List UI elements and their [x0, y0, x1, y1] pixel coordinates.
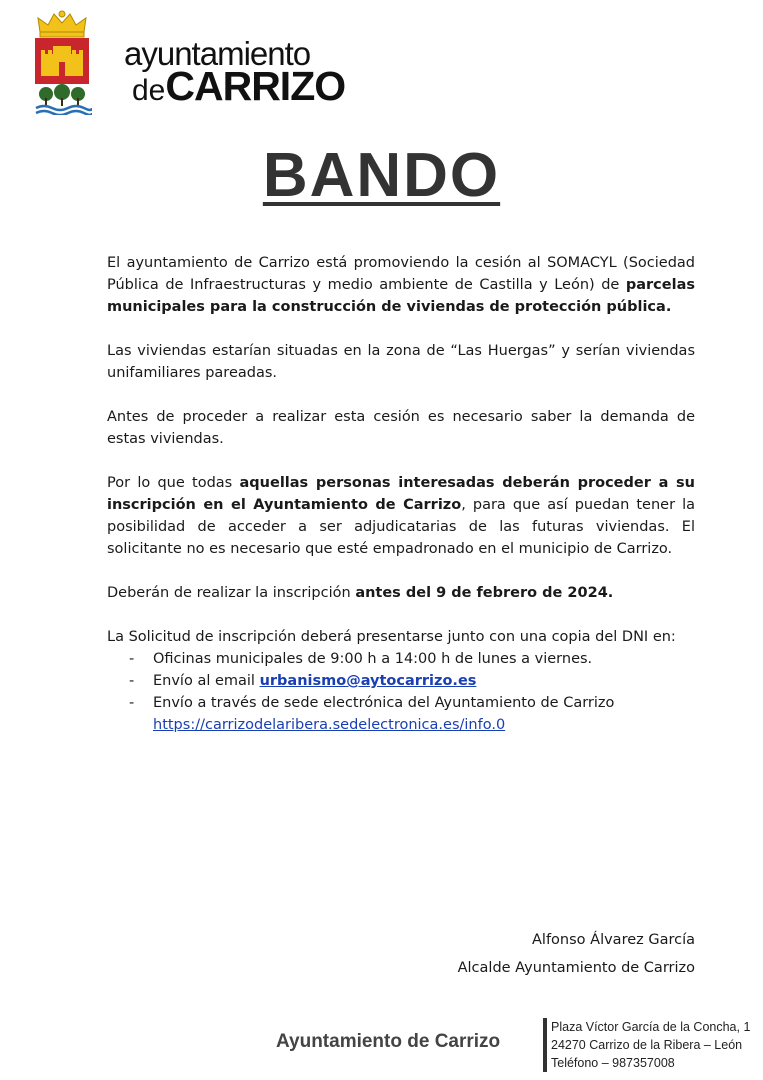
paragraph-5: [107, 582, 695, 604]
footer-address: [551, 1018, 750, 1072]
list-item-text: Envío al email: [153, 673, 260, 689]
list-item-text: Oficinas municipales de 9:00 h a 14:00 h de lunes a viernes.: [153, 651, 593, 667]
paragraph-6: La Solicitud de inscripción deberá presentarse junto con una copia del DNI en:: [107, 629, 676, 645]
paragraph-1: [107, 252, 695, 318]
paragraph-3: Antes de proceder a realizar esta cesión es necesario saber la demanda de estas viviendas.: [107, 409, 695, 447]
paragraph-4-bold: aquellas personas interesadas deberán proceder a su inscripción en el Ayuntamiento de Carrizo: [107, 475, 695, 513]
paragraph-1-bold: parcelas municipales para la construcción de viviendas de protección pública.: [107, 277, 695, 315]
footer-address-line-1: Plaza Víctor García de la Concha, 1: [551, 1020, 751, 1034]
signatory-role: Alcalde Ayuntamiento de Carrizo: [457, 960, 695, 976]
logo-main: CARRIZO: [165, 63, 346, 109]
email-link[interactable]: urbanismo@aytocarrizo.es: [259, 673, 477, 689]
list-item-text: Envío a través de sede electrónica del Ayuntamiento de Carrizo: [153, 695, 615, 711]
logo-line-1: ayuntamiento: [124, 35, 311, 72]
paragraph-4-text-c: , para que así puedan tener la posibilidad de acceder a ser adjudicatarias de las futuras viviendas. El solicitante no es necesario que esté empadronado en el municipio de Carrizo.: [107, 497, 695, 557]
list-item: [107, 692, 695, 736]
crest-icon: [32, 10, 92, 115]
logo-prefix: de: [132, 74, 166, 107]
signatory-name: Alfonso Álvarez García: [532, 932, 695, 948]
list-dash: -: [129, 673, 135, 689]
paragraph-5-bold: antes del 9 de febrero de 2024.: [355, 585, 614, 601]
list-dash: -: [129, 651, 135, 667]
paragraph-4: [107, 472, 695, 560]
footer-divider: [543, 1018, 547, 1072]
list-item: [107, 670, 695, 692]
sede-electronica-link[interactable]: https://carrizodelaribera.sedelectronica.es/info.0: [153, 717, 506, 733]
paragraph-2: Las viviendas estarían situadas en la zona de “Las Huergas” y serían viviendas unifamiliares pareadas.: [107, 343, 695, 381]
paragraph-5-text: Deberán de realizar la inscripción: [107, 585, 356, 601]
paragraph-1-text: El ayuntamiento de Carrizo está promoviendo la cesión al SOMACYL (Sociedad Pública de Infraestructuras y medio ambiente de Castilla y León) de: [107, 255, 695, 293]
signature-block: [458, 926, 695, 982]
paragraph-4-text-a: Por lo que todas: [107, 475, 240, 491]
submission-list: [107, 648, 695, 736]
page-title: BANDO: [262, 141, 501, 210]
footer-phone: Teléfono – 987357008: [551, 1056, 675, 1070]
logo: [32, 10, 346, 115]
logo-line-2: [132, 63, 345, 110]
footer-address-line-2: 24270 Carrizo de la Ribera – León: [551, 1038, 743, 1052]
footer-organization: Ayuntamiento de Carrizo: [276, 1031, 501, 1052]
document-body: [107, 252, 695, 736]
list-dash: -: [129, 695, 135, 711]
list-item: [107, 648, 695, 670]
